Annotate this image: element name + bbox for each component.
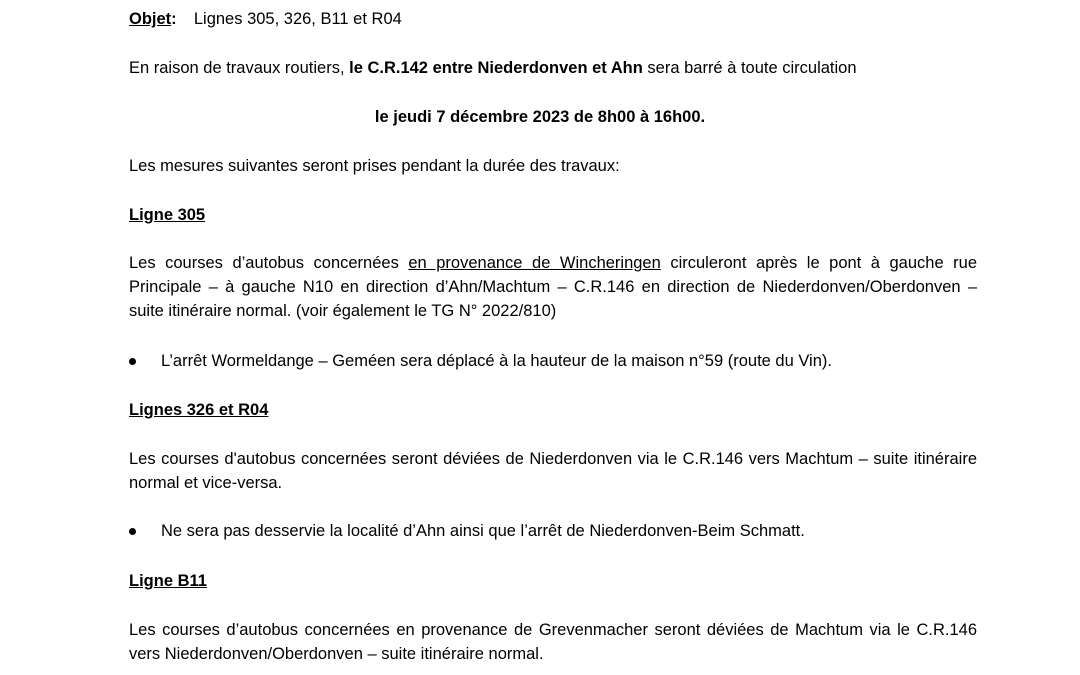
bullet-icon: [129, 358, 136, 365]
intro-line: [129, 56, 857, 80]
intro-part1: En raison de travaux routiers,: [129, 59, 350, 77]
section-paragraph-ligne-305: [129, 251, 977, 323]
para-305-pre: Les courses d’autobus concernées: [129, 254, 409, 272]
section-paragraph-ligne-b11: Les courses d’autobus concernées en provenance de Grevenmacher seront déviées de Machtum via le C.R.146 vers Niederdonven/Oberdonven – suite itinéraire normal.: [129, 621, 977, 663]
objet-line: [129, 7, 402, 31]
measures-intro: Les mesures suivantes seront prises pendant la durée des travaux:: [129, 157, 620, 175]
para-305-post: circuleront après le pont à gauche rue Principale – à gauche N10 en direction d’Ahn/Machtum – C.R.146 en direction de Niederdonven/Oberdonven – suite itinéraire normal. (voir également le TG N° 2022/810): [129, 254, 978, 320]
section-heading-ligne-305: Ligne 305: [129, 206, 206, 224]
intro-part2: sera barré à toute circulation: [642, 59, 857, 77]
date-line: le jeudi 7 décembre 2023 de 8h00 à 16h00.: [374, 108, 706, 126]
objet-text: Lignes 305, 326, B11 et R04: [193, 10, 402, 28]
objet-colon: :: [171, 10, 177, 28]
section-paragraph-lignes-326-r04: Les courses d'autobus concernées seront déviées de Niederdonven via le C.R.146 vers Machtum – suite itinéraire normal et vice-versa.: [129, 450, 977, 492]
section-heading-ligne-b11: Ligne B11: [129, 572, 207, 590]
para-305-underlined: en provenance de Wincheringen: [408, 254, 661, 272]
bullet-text: Ne sera pas desservie la localité d’Ahn ainsi que l’arrêt de Niederdonven-Beim Schmatt.: [161, 522, 805, 540]
section-heading-lignes-326-r04: Lignes 326 et R04: [129, 401, 269, 419]
bullet-icon: [129, 528, 136, 535]
bullet-text: L’arrêt Wormeldange – Geméen sera déplacé à la hauteur de la maison n°59 (route du Vin).: [161, 352, 832, 370]
intro-bold: le C.R.142 entre Niederdonven et Ahn: [349, 59, 643, 77]
objet-label: Objet: [129, 10, 172, 28]
